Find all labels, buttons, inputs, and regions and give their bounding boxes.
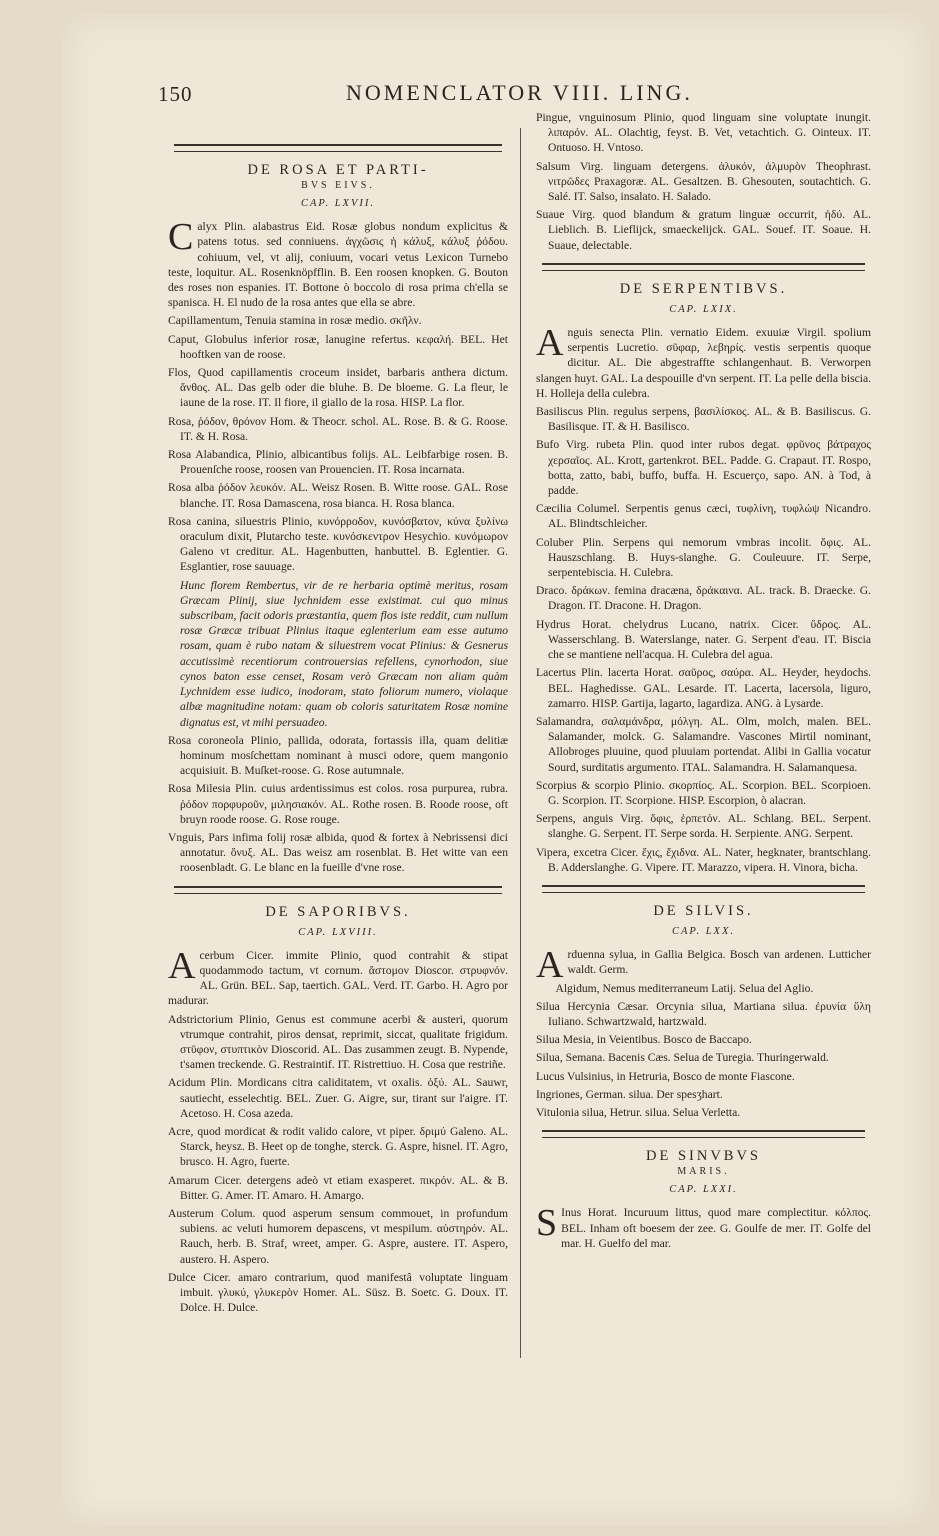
drop-initial: A <box>168 944 196 987</box>
entry: Lucus Vulsinius, in Hetruria, Bosco de monte Fiascone. <box>536 1069 795 1083</box>
section-subtitle: BVS EIVS. <box>301 180 375 191</box>
section-rule <box>542 885 865 893</box>
entry: Calyx Plin. alabastrus Eid. Rosæ globus nondum explicitus & patens totus. sed conniuens. ἀγχῶσις ἡ κάλυξ, κάλυξ ῥόδου. cohiuum, vel, vt alij, coniuum, vocari vetus Lexicon Turnebo teste, loquitur. AL. Rosenknöpfflin. B. Een roosen knopken. G. Bouton des roses non espanies. IT. Bottone ò boccolo di rosa prima ch'ella se spanisca. H. El nudo de la rosa antes que ella se abre. <box>168 216 508 310</box>
entry: Scorpius & scorpio Plinio. σκορπίος. AL. Scorpion. BEL. Scorpioen. G. Scorpion. IT. Scorpione. HISP. Escorpion, ò alacran. <box>536 778 871 807</box>
entry: Bufo Virg. rubeta Plin. quod inter rubos degat. φρῦνος βάτραχος χερσαῖος. AL. Krott, gartenkrot. BEL. Padde. G. Crapaut. IT. Rospo, botta, zatto, babi, buffo, buffa. H. Escuerço, sapo. AN. à Tod, à padde. <box>536 438 871 498</box>
entry: Rosa, ῥόδον, θρόνον Hom. & Theocr. schol. AL. Rose. B. & G. Roose. IT. & H. Rosa. <box>168 414 508 443</box>
entry: Acre, quod mordicat & rodit valido calore, vt piper. δριμύ Galeno. AL. Starck, heysz. B. Heet op de tonghe, sterck. G. Aspre, hisnel. IT. Agro, brusco. H. Agro, fuerte. <box>168 1124 508 1169</box>
entry: Algidum, Nemus mediterraneum Latij. Selua del Aglio. <box>555 981 814 995</box>
page-header <box>158 80 858 114</box>
entry: Pingue, vnguinosum Plinio, quod linguam sine voluptate inungit. λιπαρόν. AL. Olachtig, feyst. B. Vet, vetachtich. G. Ointeux. IT. Ontuoso. H. Vntoso. <box>536 111 871 155</box>
section-title: DE SAPORIBVS. <box>265 903 411 920</box>
running-title: NOMENCLATOR VIII. LING. <box>346 80 693 105</box>
section-rule <box>174 144 502 152</box>
entry: Silua, Semana. Bacenis Cæs. Selua de Turegia. Thuringerwald. <box>536 1051 829 1065</box>
entry: Adstrictorium Plinio, Genus est commune acerbi & austeri, quorum vtrumque contrahit, piros densat, reprimit, siccat, qualitate frigidum. στῦφον, στυπτικὸν Dioscorid. AL. Das zusammen zeugt. B. Nypende, t'samen treckende. G. Restraintif. IT. Ristrettiuo. H. Cosa que restriñe. <box>168 1012 508 1072</box>
section-title: DE SERPENTIBVS. <box>619 280 788 297</box>
chapter-label: CAP. LXVII. <box>300 198 375 209</box>
section-subtitle: MARIS. <box>677 1166 730 1178</box>
section-title: DE ROSA ET PARTI- <box>247 162 429 178</box>
entry: Rosa Milesia Plin. cuius ardentissimus est colos. rosa purpurea, rubra. ῥόδον πορφυροῦν, μιλησιακόν. AL. Rothe rosen. B. Roode roose, oft bruyn roode roose. G. Rose rouge. <box>168 782 508 826</box>
chapter-label: CAP. LXIX. <box>669 303 738 315</box>
entry: Acidum Plin. Mordicans citra caliditatem, vt oxalis. ὀξύ. AL. Sauwr, sautiecht, esselechtig. BEL. Zuer. G. Aigre, sur, tirant sur l'aigre. IT. Acetoso. H. Cosa azeda. <box>168 1076 508 1120</box>
entry: Rosa canina, siluestris Plinio, κυνόρροδον, κυνόσβατον, κύνα ξυλίνω oraculum dixit, Plutarcho teste. κυνόσκεντρον Hesychio. κυνόμωρον Galeno vt creditur. AL. Hagenbutten, hanbuttel. B. Eglentier. G. Esglantier, rose sauuage. <box>168 514 508 574</box>
section-rule <box>174 886 502 894</box>
entry: Caput, Globulus inferior rosæ, lanugine refertus. κεφαλή. BEL. Het hooftken van de roose. <box>168 332 508 361</box>
entry: Cæcilia Columel. Serpentis genus cæci, τυφλίνη, τυφλώψ Nicandro. AL. Blindtschleicher. <box>536 502 871 531</box>
column-divider <box>520 128 521 1358</box>
entry: Salamandra, σαλαμάνδρα, μόλγη. AL. Olm, molch, malen. BEL. Salamander, molck. G. Salamandre. Vascones Mirtil nominant, Allobroges pluuine, quod pluuiam portendat. Alibi in Gallia vocatur Sourd, surditatis argumento. ITAL. Salamandra. H. Salamanquesa. <box>536 714 871 774</box>
entry: Basiliscus Plin. regulus serpens, βασιλίσκος. AL. & B. Basiliscus. G. Basilisque. IT. & H. Basilisco. <box>536 405 871 434</box>
entry: Vitulonia silua, Hetrur. silua. Selua Verletta. <box>536 1105 741 1119</box>
entry: Anguis senecta Plin. vernatio Eidem. exuuiæ Virgil. spolium serpentis Lucretio. σῦφαρ, λεβηρίς. vestis serpentis quoque dicitur. AL. Die abgestraffte schlangenhaut. B. Verworpen slangen huyt. GAL. La despouille d'vn serpent. IT. La pelle della biscia. H. Holleja della culebra. <box>536 322 871 400</box>
commentary-note: Hunc florem Rembertus, vir de re herbaria optimè meritus, rosam Græcam Plinij, siue lychnidem esse existimat. cui quo minus subscribam, facit odoris præstantia, quem flos iste reddit, cum nullum rosæ Græcæ tribuat Plinius itaque eglenterium eam esse autumo rosam, quam è rubo natam & siluestrem vocat Plinius: & Gesnerus accutissimè recentiorum controuersias refellens, cynorhodon, siue cynos baton esse censet, Rosam verò Græcam non aliam quàm Lychnidem esse iudico, inodoram, stato foliorum numero, violaque albæ magnitudine notam: quam ob coloris saturitatem Rosæ nomine dignatus est, vt mihi persuadeo. <box>180 578 508 729</box>
left-column <box>168 134 508 1318</box>
section-title: DE SILVIS. <box>653 902 754 919</box>
entry: Arduenna sylua, in Gallia Belgica. Bosch van ardenen. Lutticher waldt. Germ. <box>536 944 871 987</box>
entry: Rosa Alabandica, Plinio, albicantibus folijs. AL. Leibfarbige rosen. B. Prouenſche roose, roosen van Prouencien. IT. Rosa incarnata. <box>168 448 508 477</box>
entry: Suaue Virg. quod blandum & gratum linguæ occurrit, ἡδύ. AL. Lieblich. B. Lieflijck, smaeckelijck. GAL. Souef. IT. Soaue. H. Suaue, delectable. <box>536 208 871 252</box>
drop-initial: A <box>536 322 564 365</box>
entry: Capillamentum, Tenuia stamina in rosæ medio. σκῆλν. <box>168 314 422 328</box>
entry: Lacertus Plin. lacerta Horat. σαῦρος, σαύρα. AL. Heyder, heydochs. BEL. Haghedisse. GAL. Lesarde. IT. Lacerta, lacersola, liguro, zamarro. HISP. Gartija, lagarto, lagardiza. ANG. à Lysarde. <box>536 666 871 710</box>
entry: Hydrus Horat. chelydrus Lucano, natrix. Cicer. ὕδρος. AL. Wasserschlang. B. Waterslange, nater. G. Serpent d'eau. IT. Biscia che se mantiene nell'acqua. H. Culebra del agua. <box>536 617 871 662</box>
drop-initial: C <box>168 216 194 259</box>
chapter-label: CAP. LXVIII. <box>298 926 378 938</box>
drop-initial: A <box>536 944 564 987</box>
entry: Acerbum Cicer. immite Plinio, quod contrahit & stipat quodammodo tactum, vt cornum. ἄστομον Dioscor. στρυφνόν. AL. Grün. BEL. Sap, taertich. GAL. Verd. IT. Garbo. H. Agro por madurar. <box>168 944 508 1008</box>
section-title: DE SINVBVS <box>646 1148 761 1165</box>
entry: Vnguis, Pars infima folij rosæ albida, quod & fortex à Nebrissensi dici annotatur. ὄνυξ. AL. Das weisz am rosenblat. B. Het witte van een roosenbladt. G. Le blanc en la fueille d'vne rose. <box>168 830 508 875</box>
drop-initial: S <box>536 1202 558 1245</box>
page-number: 150 <box>158 82 193 106</box>
entry: Salsum Virg. linguam detergens. ἁλυκόν, ἁλμυρὸν Theophrast. νιτρῶδες Praxagoræ. AL. Gesaltzen. B. Ghesouten, soutachtich. G. Salé. IT. Salso, insalato. H. Salado. <box>536 159 871 204</box>
right-column <box>536 110 871 1254</box>
entry: Flos, Quod capillamentis croceum insidet, barbaris anthera dictum. ἄνθος. AL. Das gelb oder die bluhe. B. De bloeme. G. La fleur, le iaune de la rose. IT. Il fiore, il giallo de la rosa. HISP. La flor. <box>168 366 508 410</box>
chapter-label: CAP. LXXI. <box>669 1184 738 1196</box>
entry: Austerum Colum. quod asperum sensum commouet, in profundum subiens. ac veluti humorem depascens, vt mespilum. αὐστηρόν. AL. Rauch, herb. B. Straf, wreet, amper. G. Aspre, austere. IT. Aspero, austero. H. Aspero. <box>168 1206 508 1266</box>
section-rule <box>542 1130 865 1138</box>
entry: Rosa coroneola Plinio, pallida, odorata, fortassis illa, quam delitiæ hominum mosſchettam nominant à musci odore, quem mangonio acquisiuit. B. Muſket-roose. G. Rose autumnale. <box>168 733 508 778</box>
entry: Ingriones, German. silua. Der spesʒhart. <box>536 1087 723 1101</box>
entry: Amarum Cicer. detergens adeò vt etiam exasperet. πικρόν. AL. & B. Bitter. G. Amer. IT. Amaro. H. Amargo. <box>168 1173 508 1202</box>
entry: Dulce Cicer. amaro contrarium, quod manifestâ voluptate linguam imbuit. γλυκύ, γλυκερὸν Homer. AL. Süsz. B. Soetc. G. Doux. IT. Dolce. H. Dulce. <box>168 1270 508 1315</box>
entry: Silua Hercynia Cæsar. Orcynia silua, Martiana silua. ἐρυνία ὕλη Iuliano. Schwartzwald, hartzwald. <box>536 999 871 1028</box>
entry: Draco. δράκων. femina dracæna, δράκαινα. AL. track. B. Draecke. G. Dragon. IT. Dracone. H. Dragon. <box>536 584 871 613</box>
entry: Coluber Plin. Serpens qui nemorum vmbras incolit. ὄφις. AL. Hauszschlang. B. Huys-slanghe. G. Couleuure. IT. Serpe, serpentebiscia. H. Culebra. <box>536 535 871 580</box>
entry: Silua Mesia, in Veientibus. Bosco de Baccapo. <box>536 1033 752 1047</box>
entry: Rosa alba ῥόδον λευκόν. AL. Weisz Rosen. B. Witte roose. GAL. Rose blanche. IT. Rosa Damascena, rosa bianca. H. Rosa blanca. <box>168 481 508 510</box>
section-rule <box>542 263 865 271</box>
entry: Vipera, excetra Cicer. ἔχις, ἔχιδνα. AL. Nater, hegknater, brantschlang. B. Adderslanghe. G. Vipere. IT. Marazzo, vipera. H. Vinora, bicha. <box>536 845 871 874</box>
entry: Serpens, anguis Virg. ὄφις, ἑρπετόν. AL. Schlang. BEL. Serpent. slanghe. G. Serpent. IT. Serpe sorda. H. Serpiente. ANG. Serpent. <box>536 812 871 841</box>
entry: S Inus Horat. Incuruum littus, quod mare complectitur. κόλπος. BEL. Inham oft boesem der zee. G. Goulfe de mer. IT. Golfe del mar. H. Guelfo del mar. <box>536 1202 871 1250</box>
chapter-label: CAP. LXX. <box>671 925 736 937</box>
